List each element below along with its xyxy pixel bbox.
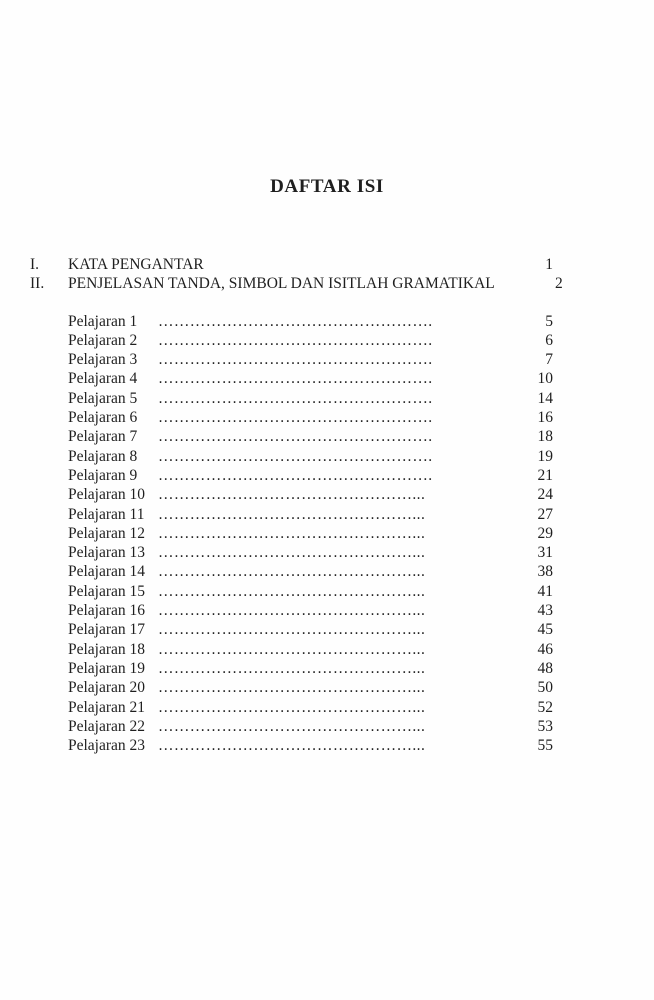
dot-leader: …………………………………………... (158, 563, 426, 581)
lesson-row (68, 312, 553, 331)
lesson-row (68, 485, 553, 504)
page-number: 52 (537, 698, 553, 716)
page-number: 7 (545, 351, 553, 369)
lesson-label: Pelajaran 2 (68, 331, 138, 349)
lesson-row (68, 736, 553, 755)
dot-leader: …………………………………………... (158, 737, 426, 755)
dot-leader: …………………………………………... (158, 582, 426, 600)
dot-leader: …………………………………………... (158, 717, 426, 735)
front-matter-list (30, 255, 563, 294)
dot-leader: ……………………………………………. (158, 466, 433, 484)
lesson-row (68, 698, 553, 717)
lesson-row (68, 505, 553, 524)
dot-leader: …………………………………………... (158, 486, 426, 504)
lesson-label: Pelajaran 18 (68, 640, 146, 658)
lesson-label: Pelajaran 14 (68, 563, 146, 581)
lesson-row (68, 389, 553, 408)
page-number: 55 (537, 737, 553, 755)
lesson-label: Pelajaran 15 (68, 582, 146, 600)
lesson-label: Pelajaran 11 (68, 505, 145, 523)
lesson-label: Pelajaran 1 (68, 312, 138, 330)
lesson-row (68, 466, 553, 485)
page-number: 5 (545, 312, 553, 330)
dot-leader: ……………………………………………. (158, 351, 433, 369)
lesson-row (68, 678, 553, 697)
dot-leader: …………………………………………... (158, 640, 426, 658)
dot-leader: ……………………………………………. (158, 409, 433, 427)
lesson-label: Pelajaran 19 (68, 659, 146, 677)
lesson-row (68, 620, 553, 639)
page-number: 53 (537, 717, 553, 735)
lesson-label: Pelajaran 23 (68, 737, 146, 755)
page-number: 46 (537, 640, 553, 658)
dot-leader: ……………………………………………. (158, 312, 433, 330)
page-number: 1 (545, 256, 553, 273)
lesson-label: Pelajaran 13 (68, 544, 146, 562)
page-number: 41 (537, 582, 553, 600)
page-number: 14 (537, 389, 553, 407)
lesson-row (68, 447, 553, 466)
page-number: 10 (537, 370, 553, 388)
dot-leader: …………………………………………... (158, 524, 426, 542)
lesson-row (68, 640, 553, 659)
lesson-row (68, 427, 553, 446)
lesson-label: Pelajaran 9 (68, 466, 138, 484)
page-number: 18 (537, 428, 553, 446)
lesson-label: Pelajaran 22 (68, 717, 146, 735)
section-numeral: II. (30, 275, 45, 293)
lesson-label: Pelajaran 3 (68, 351, 138, 369)
page-number: 38 (537, 563, 553, 581)
page-number: 48 (537, 659, 553, 677)
lesson-row (68, 408, 553, 427)
lesson-label: Pelajaran 5 (68, 389, 138, 407)
section-title: KATA PENGANTAR (68, 256, 204, 273)
lesson-label: Pelajaran 7 (68, 428, 138, 446)
lesson-label: Pelajaran 20 (68, 679, 146, 697)
dot-leader: …………………………………………... (158, 544, 426, 562)
page-title: DAFTAR ISI (270, 176, 384, 197)
section-numeral: I. (30, 256, 40, 273)
dot-leader: ……………………………………………. (158, 331, 433, 349)
toc-content (30, 255, 563, 755)
dot-leader: ……………………………………………. (158, 428, 433, 446)
lesson-label: Pelajaran 6 (68, 409, 138, 427)
dot-leader: …………………………………………... (158, 505, 426, 523)
lesson-list (30, 312, 553, 756)
dot-leader: ……………………………………………. (158, 370, 433, 388)
page-number: 31 (537, 544, 553, 562)
lesson-label: Pelajaran 4 (68, 370, 138, 388)
page-number: 16 (537, 409, 553, 427)
page-number: 6 (545, 331, 553, 349)
lesson-label: Pelajaran 21 (68, 698, 146, 716)
page-number: 2 (554, 275, 563, 293)
dot-leader: …………………………………………... (158, 659, 426, 677)
lesson-row (68, 331, 553, 350)
lesson-row (68, 601, 553, 620)
lesson-label: Pelajaran 12 (68, 524, 146, 542)
lesson-row (68, 582, 553, 601)
page-number: 24 (537, 486, 553, 504)
lesson-row (68, 369, 553, 388)
page-number: 21 (537, 466, 553, 484)
lesson-label: Pelajaran 17 (68, 621, 146, 639)
dot-leader: ……………………………………………. (158, 389, 433, 407)
section-title: PENJELASAN TANDA, SIMBOL DAN ISITLAH GRAMATIKAL (68, 275, 495, 293)
lesson-row (68, 350, 553, 369)
lesson-row (68, 543, 553, 562)
page-number: 27 (537, 505, 553, 523)
front-matter-row (30, 255, 553, 274)
page-number: 19 (537, 447, 553, 465)
lesson-row (68, 659, 553, 678)
lesson-row (68, 524, 553, 543)
lesson-label: Pelajaran 8 (68, 447, 138, 465)
lesson-label: Pelajaran 16 (68, 602, 146, 620)
page-number: 45 (537, 621, 553, 639)
page-number: 50 (537, 679, 553, 697)
dot-leader: …………………………………………... (158, 602, 426, 620)
lesson-label: Pelajaran 10 (68, 486, 146, 504)
lesson-row (68, 562, 553, 581)
page-number: 43 (537, 602, 553, 620)
page-number: 29 (537, 524, 553, 542)
dot-leader: ……………………………………………. (158, 447, 433, 465)
dot-leader: …………………………………………... (158, 698, 426, 716)
lesson-row (68, 717, 553, 736)
dot-leader: …………………………………………... (158, 679, 426, 697)
front-matter-row (30, 274, 563, 293)
dot-leader: …………………………………………... (158, 621, 426, 639)
